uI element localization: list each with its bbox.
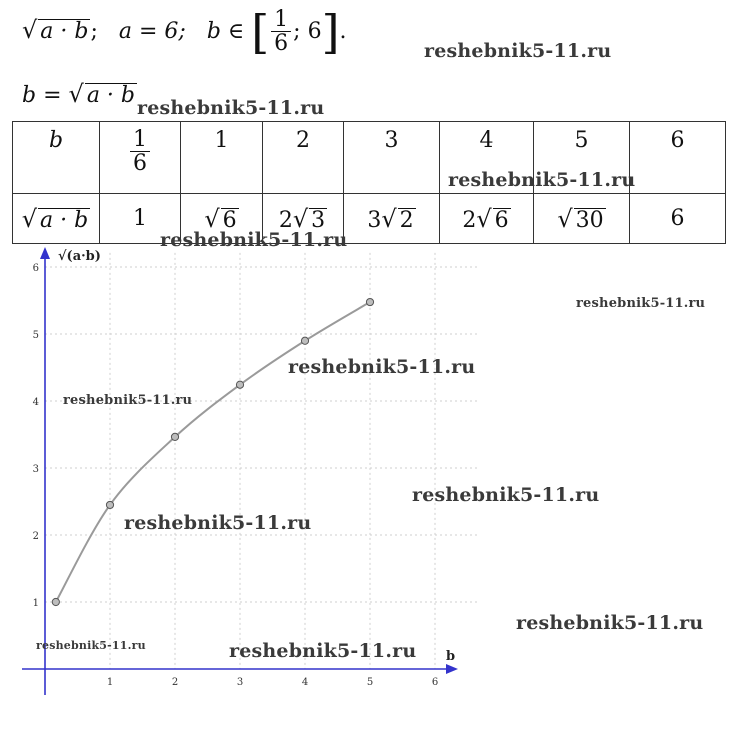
watermark: reshebnik5-11.ru bbox=[63, 393, 193, 408]
watermark: reshebnik5-11.ru bbox=[412, 484, 600, 506]
table-cell: √ 6 bbox=[181, 194, 263, 244]
series-line bbox=[56, 302, 370, 602]
b-variable: b bbox=[206, 19, 221, 45]
watermark: reshebnik5-11.ru bbox=[229, 640, 417, 662]
y-tick-label: 6 bbox=[32, 263, 39, 274]
table-header-b: b bbox=[13, 122, 100, 194]
data-point bbox=[52, 598, 59, 605]
x-tick-label: 2 bbox=[171, 677, 179, 688]
data-point bbox=[171, 433, 178, 440]
y-tick-label: 5 bbox=[32, 330, 39, 341]
table-cell: 2√ 3 bbox=[263, 194, 344, 244]
element-of-symbol: ∈ bbox=[227, 19, 245, 45]
left-bracket: [ bbox=[251, 5, 270, 60]
y-tick-label: 2 bbox=[32, 531, 39, 542]
table-cell: 5 bbox=[534, 122, 630, 194]
y-axis-arrow bbox=[40, 247, 50, 259]
table-cell: 1 bbox=[100, 194, 181, 244]
table-cell: 6 bbox=[630, 194, 726, 244]
x-axis-label: b bbox=[446, 649, 456, 664]
problem-statement: √ a · b; a = 6; b ∈ [ $\frac{1}{6}$ ; 6]. bbox=[22, 5, 347, 60]
right-bracket: ] bbox=[321, 5, 340, 60]
equation-lhs: b = bbox=[22, 83, 62, 108]
watermark: reshebnik5-11.ru bbox=[424, 40, 612, 62]
problem-radicand: a · b bbox=[40, 19, 89, 45]
table-cell: √ 30 bbox=[534, 194, 630, 244]
x-axis-arrow bbox=[446, 664, 458, 674]
table-cell: 2√ 6 bbox=[440, 194, 534, 244]
x-tick-label: 1 bbox=[106, 677, 114, 688]
data-point bbox=[301, 337, 308, 344]
y-tick-label: 1 bbox=[32, 598, 39, 609]
equation-radicand: a · b bbox=[86, 83, 135, 108]
watermark: reshebnik5-11.ru bbox=[36, 639, 146, 652]
table-cell: 3√ 2 bbox=[344, 194, 440, 244]
table-cell: 1 bbox=[181, 122, 263, 194]
data-point bbox=[106, 501, 113, 508]
y-axis-label: √(a·b) bbox=[58, 249, 101, 264]
watermark: reshebnik5-11.ru bbox=[160, 229, 348, 251]
interval-low-fraction: $\frac{1}{6}$ bbox=[271, 8, 291, 56]
watermark: reshebnik5-11.ru bbox=[516, 612, 704, 634]
table-cell: 4 bbox=[440, 122, 534, 194]
watermark: reshebnik5-11.ru bbox=[576, 296, 706, 311]
watermark: reshebnik5-11.ru bbox=[124, 512, 312, 534]
watermark: reshebnik5-11.ru bbox=[288, 356, 476, 378]
table-cell: 2 bbox=[263, 122, 344, 194]
sqrt-symbol: √ bbox=[22, 16, 38, 45]
x-tick-label: 5 bbox=[366, 677, 374, 688]
y-tick-label: 4 bbox=[32, 397, 39, 408]
y-tick-label: 3 bbox=[32, 464, 39, 475]
interval-high: 6 bbox=[307, 19, 322, 45]
table-header-sqrt: √ a · b bbox=[13, 194, 100, 244]
x-tick-label: 6 bbox=[431, 677, 439, 688]
table-cell: $\frac{1}{6}$ bbox=[100, 122, 181, 194]
table-cell: 3 bbox=[344, 122, 440, 194]
watermark: reshebnik5-11.ru bbox=[448, 169, 636, 191]
table-cell: 6 bbox=[630, 122, 726, 194]
data-point bbox=[236, 381, 243, 388]
x-tick-label: 4 bbox=[301, 677, 309, 688]
x-tick-label: 3 bbox=[236, 677, 244, 688]
watermark: reshebnik5-11.ru bbox=[137, 97, 325, 119]
data-point bbox=[366, 298, 373, 305]
a-value: a = 6; bbox=[118, 19, 186, 45]
sqrt-symbol: √ bbox=[68, 80, 84, 108]
